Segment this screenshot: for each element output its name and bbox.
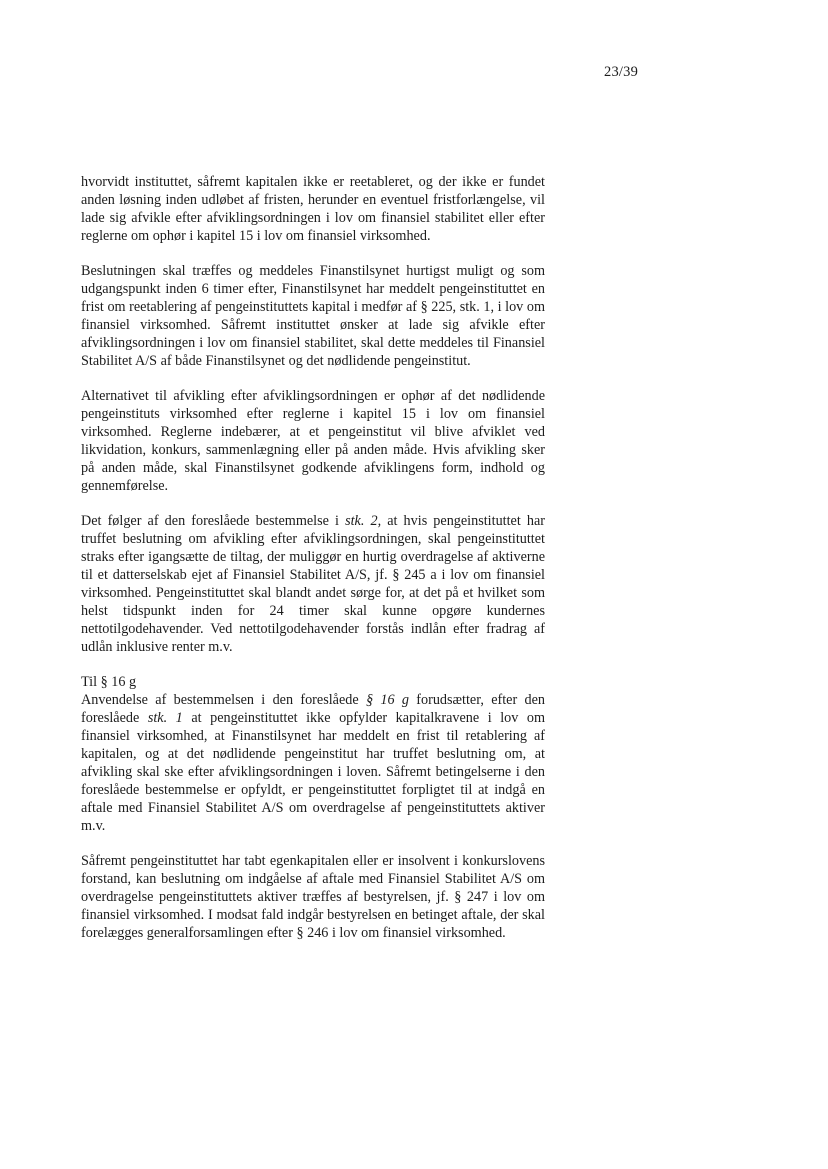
document-body xyxy=(81,173,545,959)
paragraph-4-text-b: at hvis pengeinstituttet har truffet beslutning om afvikling efter afviklingsordningen, skal pengeinstituttet straks efter igangsætte de tiltag, der muliggør en hurtig overdragelse af aktiverne til et datterselskab ejet af Finansiel Stabilitet A/S, jf. § 245 a i lov om finansiel virksomhed. Pengeinstituttet skal blandt andet sørge for, at det på et hvilket som helst tidspunkt inden for 24 timer skal kunne opgøre kundernes nettotilgodehavender. Ved nettotilgodehavender forstås indlån efter fradrag af udlån inklusive renter m.v. xyxy=(81,513,545,655)
paragraph-3: Alternativet til afvikling efter afviklingsordningen er ophør af det nødlidende pengeinstituts virksomhed efter reglerne i kapitel 15 i lov om finansiel virksomhed. Reglerne indebærer, at et pengeinstitut vil blive afviklet ved likvidation, konkurs, sammenlægning eller på anden måde. Hvis afvikling sker på anden måde, skal Finanstilsynet godkende afviklingens form, indhold og gennemførelse. xyxy=(81,388,545,494)
paragraph-4-text-a: Det følger af den foreslåede bestemmelse i xyxy=(81,513,346,529)
paragraph-2: Beslutningen skal træffes og meddeles Finanstilsynet hurtigst muligt og som udgangspunkt inden 6 timer efter, Finanstilsynet har meddelt pengeinstituttet en frist om reetablering af pengeinstituttets kapital i medfør af § 225, stk. 1, i lov om finansiel virksomhed. Såfremt instituttet ønsker at lade sig afvikle efter afviklingsordningen i lov om finansiel stabilitet, skal dette meddeles til Finansiel Stabilitet A/S af både Finanstilsynet og det nødlidende pengeinstitut. xyxy=(81,263,545,369)
paragraph-5 xyxy=(81,691,545,835)
paragraph-4 xyxy=(81,512,545,656)
page-number: 23/39 xyxy=(604,64,639,80)
paragraph-1: hvorvidt instituttet, såfremt kapitalen ikke er reetableret, og der ikke er fundet anden løsning inden udløbet af fristen, herunder en eventuel fristforlængelse, vil lade sig afvikle efter afviklingsordningen i lov om finansiel stabilitet eller efter reglerne om ophør i kapitel 15 i lov om finansiel virksomhed. xyxy=(81,174,545,244)
paragraph-4-emphasis: stk. 2, xyxy=(345,513,382,529)
paragraph-6: Såfremt pengeinstituttet har tabt egenkapitalen eller er insolvent i konkurslovens forstand, kan beslutning om indgåelse af aftale med Finansiel Stabilitet A/S om overdragelse pengeinstituttets aktiver træffes af bestyrelsen, jf. § 247 i lov om finansiel virksomhed. I modsat fald indgår bestyrelsen en betinget aftale, der skal forelægges generalforsamlingen efter § 246 i lov om finansiel virksomhed. xyxy=(81,853,545,941)
paragraph-5-emphasis-2: stk. 1 xyxy=(147,710,183,726)
paragraph-5-text-a: Anvendelse af bestemmelsen i den foreslåede xyxy=(81,692,366,708)
paragraph-5-text-c: at pengeinstituttet ikke opfylder kapitalkravene i lov om finansiel virksomhed, at Finanstilsynet har meddelt en frist til retablering af kapitalen, og at det nødlidende pengeinstitut har truffet beslutning om, at afvikling skal ske efter afviklingsordningen i loven. Såfremt betingelserne i den foreslåede bestemmelse er opfyldt, er pengeinstituttet forpligtet til at indgå en aftale med Finansiel Stabilitet A/S om overdragelse af pengeinstituttets aktiver m.v. xyxy=(81,710,545,834)
paragraph-5-text-b: forudsætter, efter den foreslåede xyxy=(81,692,545,726)
section-heading: Til § 16 g xyxy=(81,674,137,690)
paragraph-5-emphasis-1: § 16 g xyxy=(365,692,409,708)
